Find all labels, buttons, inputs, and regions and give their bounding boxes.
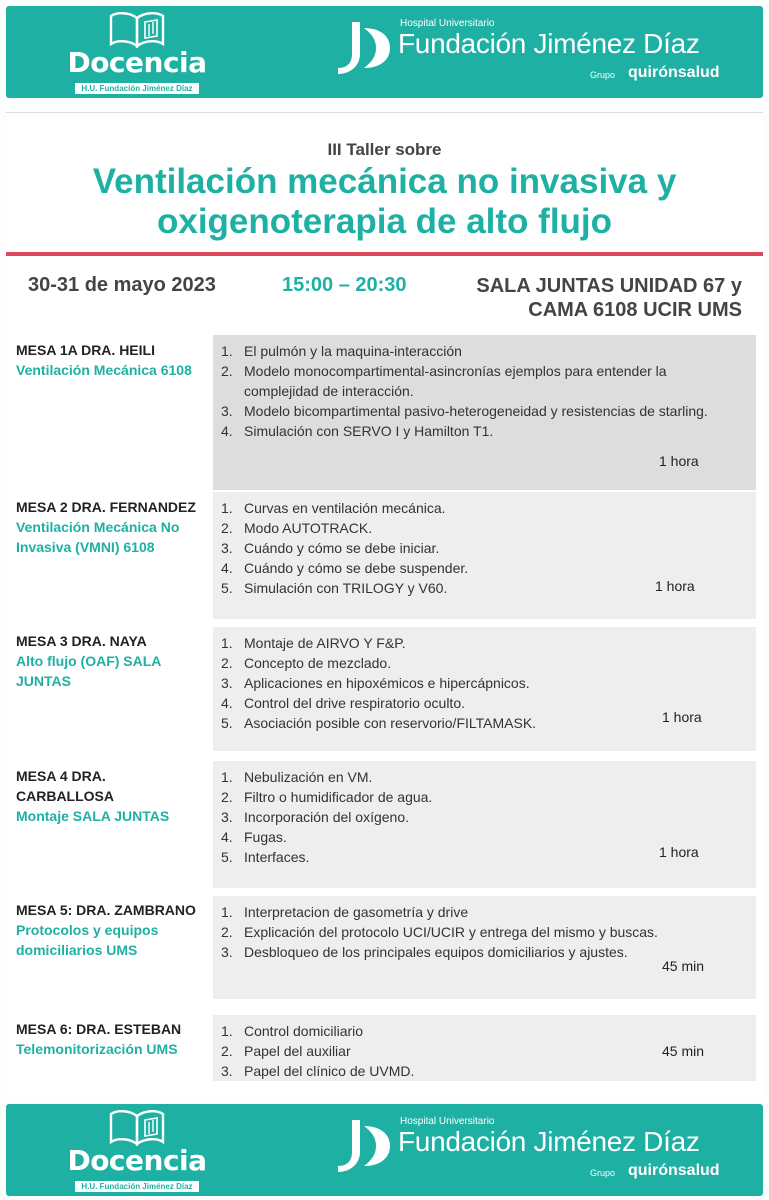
list-item: 2. Filtro o humidificador de agua.	[221, 789, 433, 805]
list-item: 1. Control domiciliario	[221, 1023, 364, 1039]
pre-title: III Taller sobre	[327, 140, 442, 159]
event-date: 30-31 de mayo 2023	[28, 274, 216, 296]
mesa-label	[16, 340, 206, 380]
hospital-logo	[334, 14, 754, 92]
mesa-name: MESA 3 DRA. NAYA	[16, 633, 147, 649]
divider	[6, 252, 763, 256]
mesa-item-list	[221, 902, 751, 962]
header-banner	[6, 6, 763, 98]
mesa-topic: Montaje SALA JUNTAS	[16, 808, 170, 824]
mesa-box	[213, 492, 756, 619]
mesa-duration: 45 min	[662, 1043, 705, 1059]
list-item: 5. Simulación con TRILOGY y V60.	[221, 580, 448, 596]
fjd-mark-icon	[334, 18, 394, 78]
place-line-1: SALA JUNTAS UNIDAD 67 y	[476, 275, 742, 297]
list-item: 1. Nebulización en VM.	[221, 769, 373, 785]
mesa-duration: 45 min	[662, 958, 705, 974]
mesa-box	[213, 627, 756, 751]
hospital-name: Fundación Jiménez Díaz	[398, 1126, 700, 1157]
mesa-box	[213, 761, 756, 888]
mesa-duration: 1 hora	[659, 844, 699, 860]
mesa-name: MESA 6: DRA. ESTEBAN	[16, 1021, 182, 1037]
mesa-topic: Ventilación Mecánica No Invasiva (VMNI) 6108	[16, 519, 180, 555]
mesa-name: MESA 5: DRA. ZAMBRANO	[16, 902, 196, 918]
list-item: 3. Modelo bicompartimental pasivo-heterogeneidad y resistencias de starling.	[221, 403, 708, 419]
list-item: 4. Control del drive respiratorio oculto.	[221, 695, 465, 711]
mesa-item-list	[221, 633, 731, 733]
mesa-topic: Alto flujo (OAF) SALA JUNTAS	[16, 653, 161, 689]
mesa-label	[16, 766, 206, 826]
mesa-box	[213, 1015, 756, 1081]
mesa-name: MESA 2 DRA. FERNANDEZ	[16, 499, 196, 515]
list-item: 2. Concepto de mezclado.	[221, 655, 392, 671]
mesa-box	[213, 896, 756, 999]
title-line-1: Ventilación mecánica no invasiva y	[92, 162, 677, 201]
docencia-logo	[62, 1108, 212, 1192]
book-icon	[107, 10, 167, 48]
list-item: 3. Aplicaciones en hipoxémicos e hipercápnicos.	[221, 675, 530, 691]
main-title	[0, 162, 769, 242]
mesa-item-list	[221, 767, 731, 867]
hospital-name: Fundación Jiménez Díaz	[398, 28, 700, 59]
docencia-word: Docencia	[67, 46, 207, 79]
mesa-label	[16, 1019, 206, 1059]
list-item: 3. Papel del clínico de UVMD.	[221, 1063, 415, 1079]
list-item: 2. Explicación del protocolo UCI/UCIR y entrega del mismo y buscas.	[221, 924, 658, 940]
hospital-logo	[334, 1112, 754, 1190]
mesa-item-list	[221, 341, 731, 441]
grupo-text: Grupo	[590, 70, 616, 80]
mesa-topic: Ventilación Mecánica 6108	[16, 362, 192, 378]
title-line-2: oxigenoterapia de alto flujo	[156, 202, 613, 241]
list-item: 3. Incorporación del oxígeno.	[221, 809, 409, 825]
docencia-word: Docencia	[67, 1144, 207, 1177]
quironsalud-logo: quirónsalud	[628, 1162, 720, 1179]
mesa-label	[16, 497, 206, 557]
grupo-text: Grupo	[590, 1168, 616, 1178]
docencia-subtitle: H.U. Fundación Jiménez Díaz	[75, 83, 198, 94]
list-item: 4. Fugas.	[221, 829, 287, 845]
mesa-duration: 1 hora	[659, 453, 699, 469]
list-item: 3. Desbloqueo de los principales equipos domiciliarios y ajustes.	[221, 944, 628, 960]
event-place	[440, 274, 742, 322]
list-item: 2. Modelo monocompartimental-asincronías ejemplos para entender la complejidad de interacción.	[221, 363, 667, 399]
docencia-logo	[62, 10, 212, 94]
list-item: 1. El pulmón y la maquina-interacción	[221, 343, 462, 359]
list-item: 4. Cuándo y cómo se debe suspender.	[221, 560, 469, 576]
quironsalud-logo: quirónsalud	[628, 64, 720, 81]
docencia-subtitle: H.U. Fundación Jiménez Díaz	[75, 1181, 198, 1192]
place-line-2: CAMA 6108 UCIR UMS	[528, 299, 742, 321]
book-icon	[107, 1108, 167, 1146]
event-time: 15:00 – 20:30	[282, 274, 407, 296]
list-item: 5. Asociación posible con reservorio/FILTAMASK.	[221, 715, 537, 731]
mesa-item-list	[221, 1021, 731, 1081]
hospital-small-text: Hospital Universitario	[400, 1116, 495, 1127]
mesa-topic: Protocolos y equipos domiciliarios UMS	[16, 922, 159, 958]
mesa-box	[213, 335, 756, 490]
fjd-mark-icon	[334, 1116, 394, 1176]
mesa-duration: 1 hora	[662, 709, 702, 725]
list-item: 4. Simulación con SERVO I y Hamilton T1.	[221, 423, 494, 439]
footer-banner	[6, 1104, 763, 1196]
mesa-label	[16, 631, 206, 691]
list-item: 3. Cuándo y cómo se debe iniciar.	[221, 540, 440, 556]
mesa-name: MESA 4 DRA. CARBALLOSA	[16, 768, 114, 804]
mesa-label	[16, 900, 206, 960]
list-item: 1. Interpretacion de gasometría y drive	[221, 904, 469, 920]
hospital-small-text: Hospital Universitario	[400, 18, 495, 29]
list-item: 2. Modo AUTOTRACK.	[221, 520, 373, 536]
list-item: 1. Montaje de AIRVO Y F&P.	[221, 635, 406, 651]
mesa-topic: Telemonitorización UMS	[16, 1041, 178, 1057]
mesa-duration: 1 hora	[655, 578, 695, 594]
list-item: 2. Papel del auxiliar	[221, 1043, 351, 1059]
mesa-name: MESA 1A DRA. HEILI	[16, 342, 155, 358]
list-item: 5. Interfaces.	[221, 849, 310, 865]
list-item: 1. Curvas en ventilación mecánica.	[221, 500, 446, 516]
